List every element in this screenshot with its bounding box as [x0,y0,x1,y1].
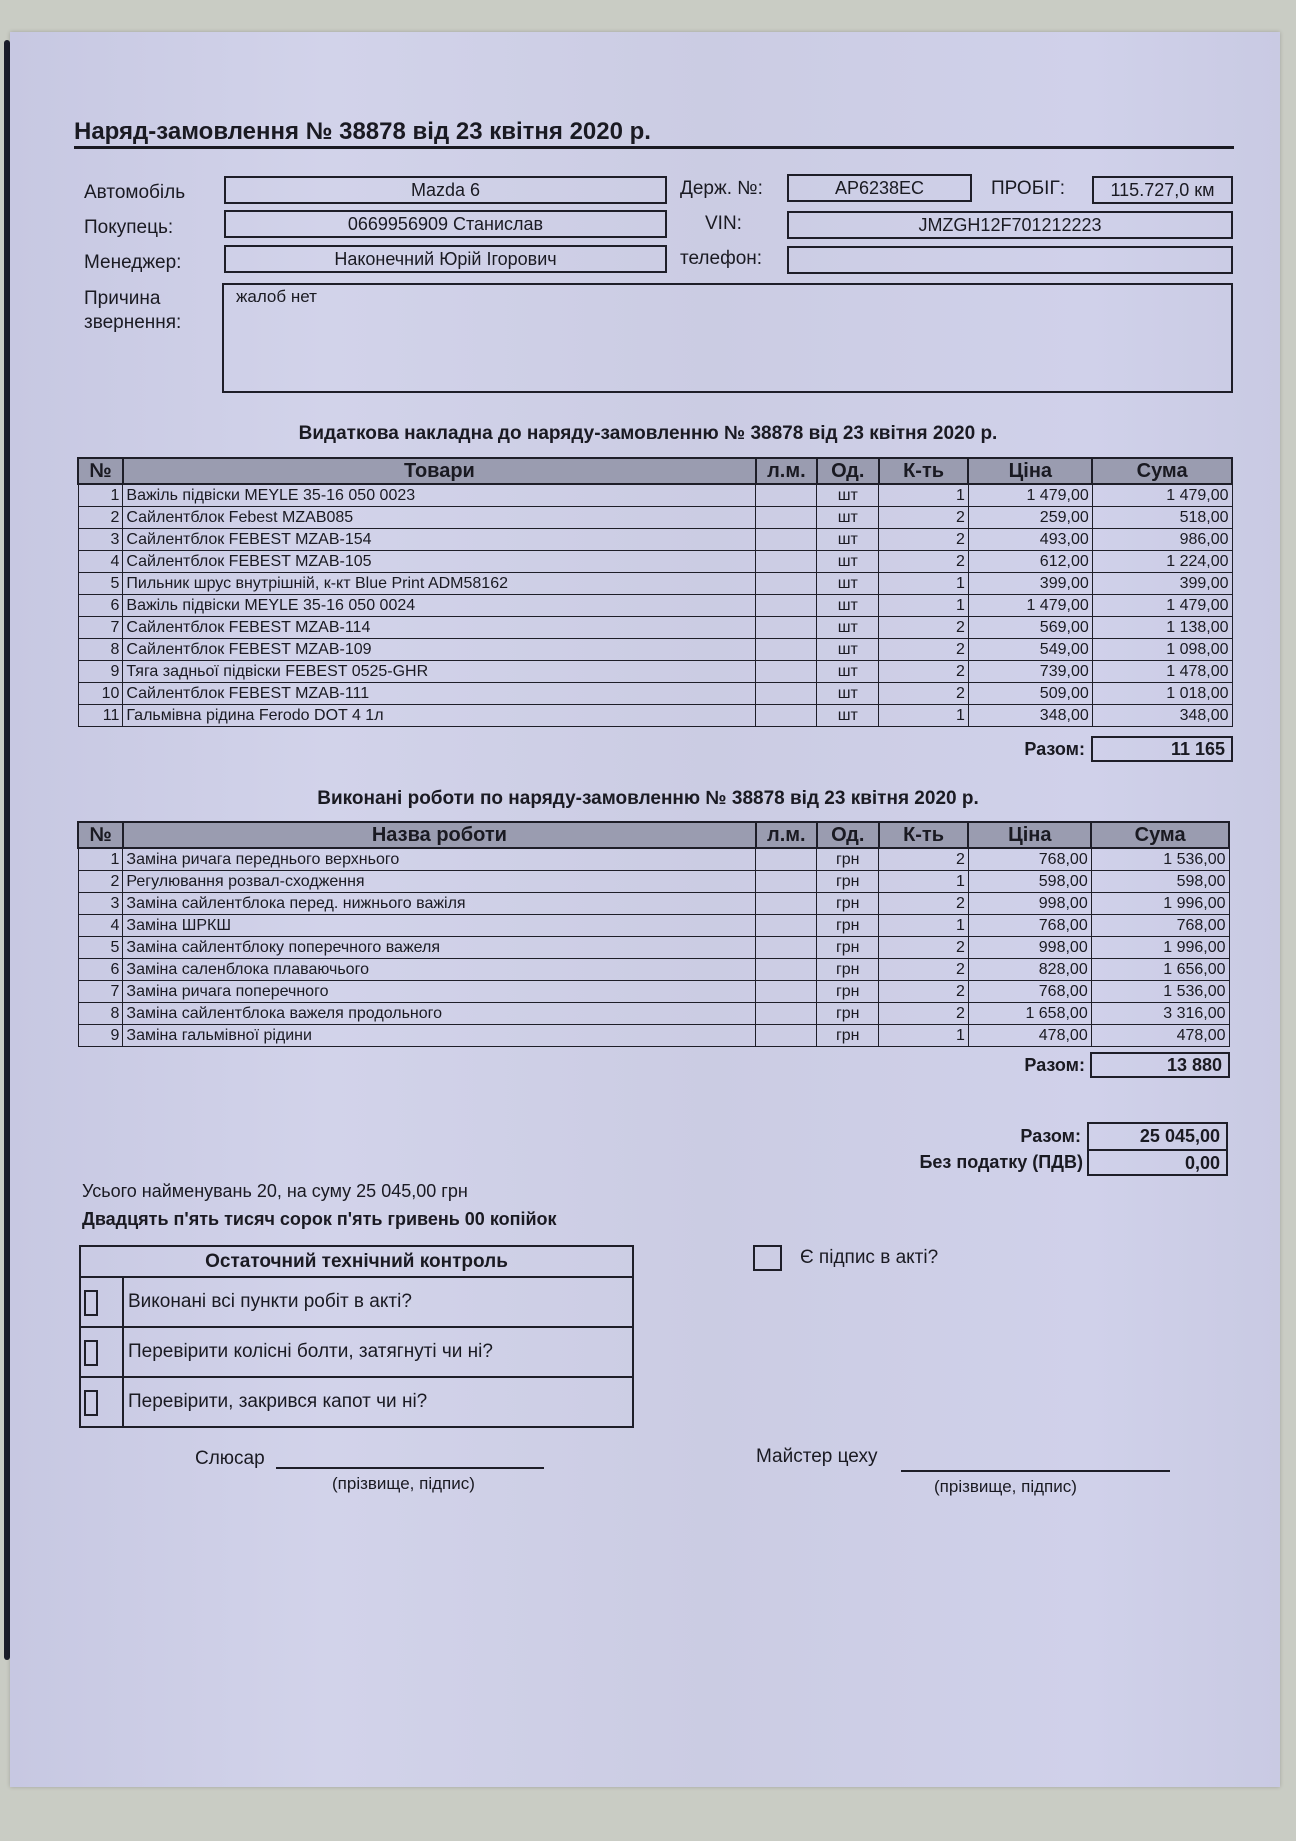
row-qty: 2 [879,1003,969,1025]
row-name: Сайлентблок Febest MZAB085 [123,507,756,529]
title-divider [74,146,1234,149]
manager-field[interactable]: Наконечний Юрій Ігорович [224,245,667,273]
document-title: Наряд-замовлення № 38878 від 23 квітня 2020 р. [74,118,651,145]
table-row [78,639,1232,661]
table-row [78,617,1232,639]
row-price: 768,00 [968,915,1091,937]
table-row [78,705,1232,727]
row-unit: грн [817,937,879,959]
phone-label: телефон: [680,248,763,269]
col-header-number: № [78,458,123,484]
row-unit: шт [817,661,879,683]
row-unit: грн [817,871,879,893]
row-lm [756,551,817,573]
table-row [78,1003,1229,1025]
row-number: 2 [78,871,123,893]
master-label: Майстер цеху [756,1446,878,1467]
row-price: 739,00 [968,661,1092,683]
row-price: 768,00 [968,848,1091,871]
row-price: 1 479,00 [968,595,1092,617]
row-qty: 1 [879,705,969,727]
row-qty: 1 [879,573,969,595]
row-name: Заміна ричага переднього верхнього [123,848,756,871]
row-sum: 1 098,00 [1092,639,1232,661]
row-qty: 2 [879,551,969,573]
table-row [78,507,1232,529]
table-row [78,848,1229,871]
row-lm [756,705,817,727]
row-number: 4 [78,551,123,573]
row-name: Заміна гальмівної рідини [123,1025,756,1047]
grand-total-value: 25 045,00 [1089,1124,1226,1151]
col-header-lm: л.м. [756,822,817,848]
row-sum: 1 479,00 [1092,595,1232,617]
row-name: Заміна ШРКШ [123,915,756,937]
row-qty: 2 [879,981,969,1003]
works-section-title: Виконані роботи по наряду-замовленню № 38878 від 23 квітня 2020 р. [317,788,979,809]
row-unit: грн [817,893,879,915]
row-unit: шт [817,573,879,595]
row-qty: 2 [879,529,969,551]
row-price: 569,00 [968,617,1092,639]
row-qty: 2 [879,893,969,915]
control-item [81,1378,632,1426]
final-control-title: Остаточний технічний контроль [81,1247,632,1278]
col-header-price: Ціна [968,458,1092,484]
mechanic-hint: (прізвище, підпис) [332,1474,475,1493]
row-lm [756,937,817,959]
row-qty: 2 [879,959,969,981]
table-row [78,551,1232,573]
row-unit: грн [817,1025,879,1047]
row-number: 9 [78,1025,123,1047]
row-lm [756,617,817,639]
table-row [78,573,1232,595]
row-price: 768,00 [968,981,1091,1003]
table-row [78,484,1232,507]
row-unit: шт [817,683,879,705]
row-lm [756,661,817,683]
row-unit: грн [817,981,879,1003]
row-sum: 478,00 [1091,1025,1229,1047]
row-name: Пильник шрус внутрішній, к-кт Blue Print ADM58162 [123,573,756,595]
row-qty: 2 [879,683,969,705]
row-qty: 2 [879,617,969,639]
row-price: 612,00 [968,551,1092,573]
vin-field[interactable]: JMZGH12F701212223 [787,211,1233,239]
row-sum: 1 996,00 [1091,893,1229,915]
row-price: 478,00 [968,1025,1091,1047]
col-header-lm: л.м. [756,458,817,484]
col-header-sum: Сума [1092,458,1232,484]
row-unit: шт [817,639,879,661]
table-row [78,661,1232,683]
buyer-field[interactable]: 0669956909 Станислав [224,210,667,238]
buyer-label: Покупець: [84,217,174,238]
row-number: 1 [78,848,123,871]
row-lm [756,573,817,595]
row-sum: 348,00 [1092,705,1232,727]
row-name: Заміна сайлентблока перед. нижнього важіля [123,893,756,915]
row-number: 6 [78,595,123,617]
checkbox-icon[interactable] [84,1390,98,1416]
row-lm [756,981,817,1003]
row-number: 5 [78,573,123,595]
row-name: Заміна ричага поперечного [123,981,756,1003]
works-total-value: 13 880 [1090,1052,1230,1078]
row-lm [756,1025,817,1047]
col-header-work-name: Назва роботи [123,822,756,848]
row-sum: 1 478,00 [1092,661,1232,683]
table-row [78,915,1229,937]
row-number: 5 [78,937,123,959]
row-number: 10 [78,683,123,705]
col-header-qty: К-ть [879,458,969,484]
row-sum: 3 316,00 [1091,1003,1229,1025]
row-name: Сайлентблок FEBEST MZAB-114 [123,617,756,639]
row-name: Сайлентблок FEBEST MZAB-109 [123,639,756,661]
row-number: 9 [78,661,123,683]
mechanic-label: Слюсар [195,1448,265,1469]
row-unit: шт [817,595,879,617]
row-unit: шт [817,484,879,507]
row-lm [756,893,817,915]
goods-table [77,457,1233,727]
grand-total-box [1087,1122,1228,1176]
row-lm [756,484,817,507]
mileage-field[interactable]: 115.727,0 км [1092,176,1233,204]
row-name: Гальмівна рідина Ferodo DOT 4 1л [123,705,756,727]
amount-in-words: Двадцять п'ять тисяч сорок п'ять гривень 00 копійок [82,1209,557,1229]
row-sum: 1 479,00 [1092,484,1232,507]
mileage-label: ПРОБІГ: [991,178,1066,199]
row-sum: 986,00 [1092,529,1232,551]
row-unit: шт [817,617,879,639]
plate-field[interactable]: AP6238EC [787,174,972,202]
row-qty: 2 [879,639,969,661]
row-lm [756,529,817,551]
row-unit: шт [817,507,879,529]
row-lm [756,683,817,705]
row-sum: 1 656,00 [1091,959,1229,981]
row-name: Регулювання розвал-сходження [123,871,756,893]
goods-total-value: 11 165 [1091,736,1233,762]
row-name: Сайлентблок FEBEST MZAB-111 [123,683,756,705]
row-unit: грн [817,1003,879,1025]
control-item [81,1328,632,1378]
reason-field[interactable]: жалоб нет [222,283,1233,393]
row-sum: 598,00 [1091,871,1229,893]
row-sum: 1 536,00 [1091,981,1229,1003]
table-row [78,937,1229,959]
row-qty: 2 [879,848,969,871]
works-total-label: Разом: [1024,1055,1085,1075]
row-name: Заміна сайлентблока важеля продольного [123,1003,756,1025]
row-sum: 1 138,00 [1092,617,1232,639]
works-header-row [78,822,1229,848]
col-header-unit: Од. [817,822,879,848]
table-row [78,981,1229,1003]
row-price: 1 658,00 [968,1003,1091,1025]
row-sum: 1 996,00 [1091,937,1229,959]
row-number: 8 [78,1003,123,1025]
signature-present-checkbox[interactable] [753,1245,782,1271]
row-name: Заміна сайлентблоку поперечного важеля [123,937,756,959]
row-number: 6 [78,959,123,981]
row-lm [756,959,817,981]
row-lm [756,595,817,617]
checkbox-icon[interactable] [84,1290,98,1316]
goods-section-title: Видаткова накладна до наряду-замовленню № 38878 від 23 квітня 2020 р. [298,423,998,444]
col-header-price: Ціна [968,822,1091,848]
row-qty: 1 [879,871,969,893]
row-qty: 2 [879,661,969,683]
manager-label: Менеджер: [84,252,182,273]
vin-label: VIN: [705,213,742,234]
table-row [78,683,1232,705]
signature-present-label: Є підпис в акті? [800,1247,939,1268]
row-price: 509,00 [968,683,1092,705]
works-table [77,821,1230,1047]
row-sum: 768,00 [1091,915,1229,937]
car-field[interactable]: Mazda 6 [224,176,667,204]
row-sum: 1 536,00 [1091,848,1229,871]
car-label: Автомобіль [84,182,186,203]
row-price: 399,00 [968,573,1092,595]
table-row [78,595,1232,617]
control-item [81,1278,632,1328]
items-count-line: Усього найменувань 20, на суму 25 045,00 грн [82,1181,468,1201]
row-price: 493,00 [968,529,1092,551]
row-lm [756,915,817,937]
master-signature-line[interactable] [901,1470,1170,1472]
row-number: 1 [78,484,123,507]
row-qty: 1 [879,915,969,937]
row-unit: грн [817,959,879,981]
row-unit: грн [817,915,879,937]
control-item-label: Виконані всі пункти робіт в акті? [128,1291,412,1312]
row-price: 828,00 [968,959,1091,981]
row-name: Сайлентблок FEBEST MZAB-154 [123,529,756,551]
row-price: 348,00 [968,705,1092,727]
row-name: Тяга задньої підвіски FEBEST 0525-GHR [123,661,756,683]
row-name: Сайлентблок FEBEST MZAB-105 [123,551,756,573]
row-qty: 1 [879,595,969,617]
col-header-sum: Сума [1091,822,1229,848]
row-number: 7 [78,981,123,1003]
row-price: 1 479,00 [968,484,1092,507]
row-qty: 2 [879,507,969,529]
row-lm [756,871,817,893]
row-unit: шт [817,529,879,551]
row-lm [756,1003,817,1025]
row-qty: 1 [879,484,969,507]
final-control-table [79,1245,634,1428]
row-number: 2 [78,507,123,529]
row-lm [756,507,817,529]
row-name: Важіль підвіски MEYLE 35-16 050 0024 [123,595,756,617]
row-sum: 399,00 [1092,573,1232,595]
row-price: 259,00 [968,507,1092,529]
row-number: 4 [78,915,123,937]
row-name: Заміна саленблока плаваючього [123,959,756,981]
row-unit: шт [817,551,879,573]
row-sum: 1 224,00 [1092,551,1232,573]
row-number: 3 [78,893,123,915]
table-row [78,959,1229,981]
row-number: 8 [78,639,123,661]
row-qty: 2 [879,937,969,959]
control-item-label: Перевірити колісні болти, затягнуті чи ні? [128,1341,493,1362]
row-number: 3 [78,529,123,551]
row-price: 598,00 [968,871,1091,893]
row-sum: 518,00 [1092,507,1232,529]
checkbox-icon[interactable] [84,1340,98,1366]
table-row [78,1025,1229,1047]
row-sum: 1 018,00 [1092,683,1232,705]
col-header-goods: Товари [123,458,756,484]
master-hint: (прізвище, підпис) [934,1477,1077,1496]
vat-label: Без податку (ПДВ) [919,1152,1083,1172]
mechanic-signature-line[interactable] [276,1467,544,1469]
row-price: 998,00 [968,893,1091,915]
table-row [78,529,1232,551]
row-number: 11 [78,705,123,727]
row-price: 549,00 [968,639,1092,661]
reason-label-line2: звернення: [84,312,182,333]
row-unit: шт [817,705,879,727]
row-lm [756,639,817,661]
col-header-number: № [78,822,123,848]
row-unit: грн [817,848,879,871]
row-price: 998,00 [968,937,1091,959]
table-row [78,893,1229,915]
goods-total-label: Разом: [1024,739,1085,759]
table-row [78,871,1229,893]
row-name: Важіль підвіски MEYLE 35-16 050 0023 [123,484,756,507]
control-item-label: Перевірити, закрився капот чи ні? [128,1391,428,1412]
row-qty: 1 [879,1025,969,1047]
row-lm [756,848,817,871]
col-header-qty: К-ть [879,822,969,848]
row-number: 7 [78,617,123,639]
col-header-unit: Од. [817,458,879,484]
phone-field[interactable] [787,246,1233,274]
goods-header-row [78,458,1232,484]
grand-total-label: Разом: [1020,1126,1081,1146]
reason-label-line1: Причина [84,288,161,309]
vat-value: 0,00 [1184,1153,1220,1173]
plate-label: Держ. №: [680,178,763,199]
